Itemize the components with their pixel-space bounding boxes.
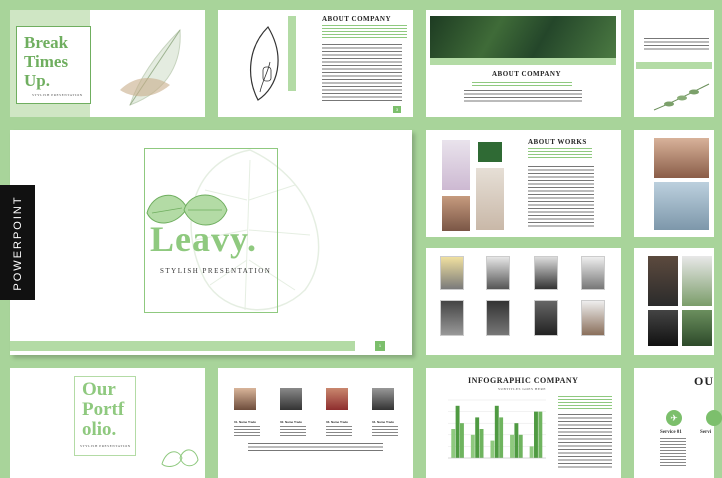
body-text bbox=[644, 38, 709, 52]
grid-photo-8 bbox=[581, 300, 605, 336]
slide-partial-right-top[interactable] bbox=[634, 10, 714, 117]
bar bbox=[495, 406, 499, 458]
slide-our-portfolio[interactable] bbox=[10, 368, 205, 478]
body-text bbox=[528, 166, 594, 228]
leaf-sketch-icon bbox=[238, 22, 293, 107]
succulent-photo bbox=[682, 310, 712, 346]
bar-chart bbox=[440, 396, 550, 468]
body-text bbox=[558, 414, 612, 468]
grid-photo-6 bbox=[486, 300, 510, 336]
slide-main-leavy[interactable] bbox=[10, 130, 412, 355]
member-name-3: 03. Name Trade bbox=[326, 420, 349, 424]
member-desc-1 bbox=[234, 426, 260, 436]
monstera-photo bbox=[478, 142, 502, 162]
lead-text bbox=[472, 82, 572, 86]
slide-photo-grid[interactable] bbox=[426, 248, 621, 355]
bar bbox=[510, 435, 514, 458]
subtitle: STYLISH PRESENTATION bbox=[32, 93, 83, 97]
leaf-photo bbox=[110, 20, 190, 110]
member-desc-4 bbox=[372, 426, 398, 436]
slide-partial-right-mid[interactable] bbox=[634, 248, 714, 355]
slide-portraits[interactable] bbox=[634, 130, 714, 237]
plant-branch-icon bbox=[654, 82, 709, 112]
team-photo-3 bbox=[326, 388, 348, 410]
slide-title: ABOUT WORKS bbox=[528, 138, 587, 146]
bar bbox=[534, 412, 538, 458]
monstera-outline-icon bbox=[160, 446, 200, 468]
slide-title: ABOUT COMPANY bbox=[492, 70, 562, 78]
page-number: 1 bbox=[375, 341, 385, 351]
woman-photo bbox=[442, 196, 470, 231]
slide-break-times-up[interactable] bbox=[10, 10, 205, 117]
plant-photo bbox=[682, 256, 712, 306]
title-line-2: Portf bbox=[82, 399, 125, 420]
title-line-2: Times bbox=[24, 52, 69, 71]
service-desc bbox=[660, 438, 686, 468]
portrait-photo-2 bbox=[654, 182, 709, 230]
title-line-1: Our bbox=[82, 379, 116, 400]
bar bbox=[451, 429, 455, 458]
title-line-3: Up. bbox=[24, 71, 50, 90]
grid-photo-4 bbox=[581, 256, 605, 290]
main-subtitle: STYLISH PRESENTATION bbox=[160, 267, 272, 275]
portrait-photo-1 bbox=[654, 138, 709, 178]
lead-text bbox=[558, 396, 612, 410]
member-name-2: 02. Name Trade bbox=[280, 420, 303, 424]
slide-services[interactable] bbox=[634, 368, 714, 478]
slide-title: INFOGRAPHIC COMPANY bbox=[468, 376, 579, 385]
team-photo-1 bbox=[234, 388, 256, 410]
service-label-2: Servi bbox=[700, 430, 712, 435]
bar bbox=[480, 429, 484, 458]
service-label-1: Service 01 bbox=[660, 430, 682, 435]
body-text bbox=[464, 90, 582, 102]
flowers-photo bbox=[442, 140, 470, 190]
grid-photo-7 bbox=[534, 300, 558, 336]
bar bbox=[499, 417, 503, 458]
title-line-3: olio. bbox=[82, 419, 117, 440]
bar bbox=[490, 441, 494, 458]
member-name-1: 01. Name Trade bbox=[234, 420, 257, 424]
desk-photo bbox=[648, 310, 678, 346]
slide-subtitle: SUBTITLES GOES HERE bbox=[498, 387, 546, 391]
team-photo-4 bbox=[372, 388, 394, 410]
slide-about-company-banner[interactable] bbox=[426, 10, 621, 117]
slide-title: ABOUT COMPANY bbox=[322, 15, 392, 23]
bar bbox=[538, 412, 542, 458]
powerpoint-badge: POWERPOINT bbox=[0, 185, 35, 300]
footer-text bbox=[248, 443, 383, 453]
slide-team[interactable] bbox=[218, 368, 413, 478]
body-text bbox=[322, 44, 402, 102]
grid-photo-1 bbox=[440, 256, 464, 290]
subtitle: STYLISH PRESENTATION bbox=[80, 444, 131, 448]
member-desc-3 bbox=[326, 426, 352, 436]
grid-photo-5 bbox=[440, 300, 464, 336]
bar bbox=[471, 435, 475, 458]
slide-infographic[interactable] bbox=[426, 368, 621, 478]
team-photo-2 bbox=[280, 388, 302, 410]
leaves-photo bbox=[430, 16, 616, 58]
services-title-fragment: OU bbox=[694, 374, 714, 388]
member-desc-2 bbox=[280, 426, 306, 436]
bar bbox=[460, 423, 464, 458]
service-icon-2 bbox=[706, 410, 722, 426]
bar bbox=[514, 423, 518, 458]
lead-text bbox=[322, 25, 407, 39]
bar bbox=[519, 435, 523, 458]
bar bbox=[530, 446, 534, 458]
bar bbox=[456, 406, 460, 458]
bar bbox=[475, 417, 479, 458]
slide-about-works[interactable] bbox=[426, 130, 621, 237]
page-number: 3 bbox=[393, 106, 401, 113]
service-icon: ✈ bbox=[666, 410, 682, 426]
title-line-1: Break bbox=[24, 33, 69, 52]
slide-about-company-sketch[interactable] bbox=[218, 10, 413, 117]
man-photo bbox=[648, 256, 678, 306]
lead-text bbox=[528, 148, 592, 160]
member-name-4: 04. Name Trade bbox=[372, 420, 395, 424]
main-title: Leavy. bbox=[150, 219, 258, 259]
bouquet-photo bbox=[476, 168, 504, 230]
grid-photo-3 bbox=[534, 256, 558, 290]
grid-photo-2 bbox=[486, 256, 510, 290]
